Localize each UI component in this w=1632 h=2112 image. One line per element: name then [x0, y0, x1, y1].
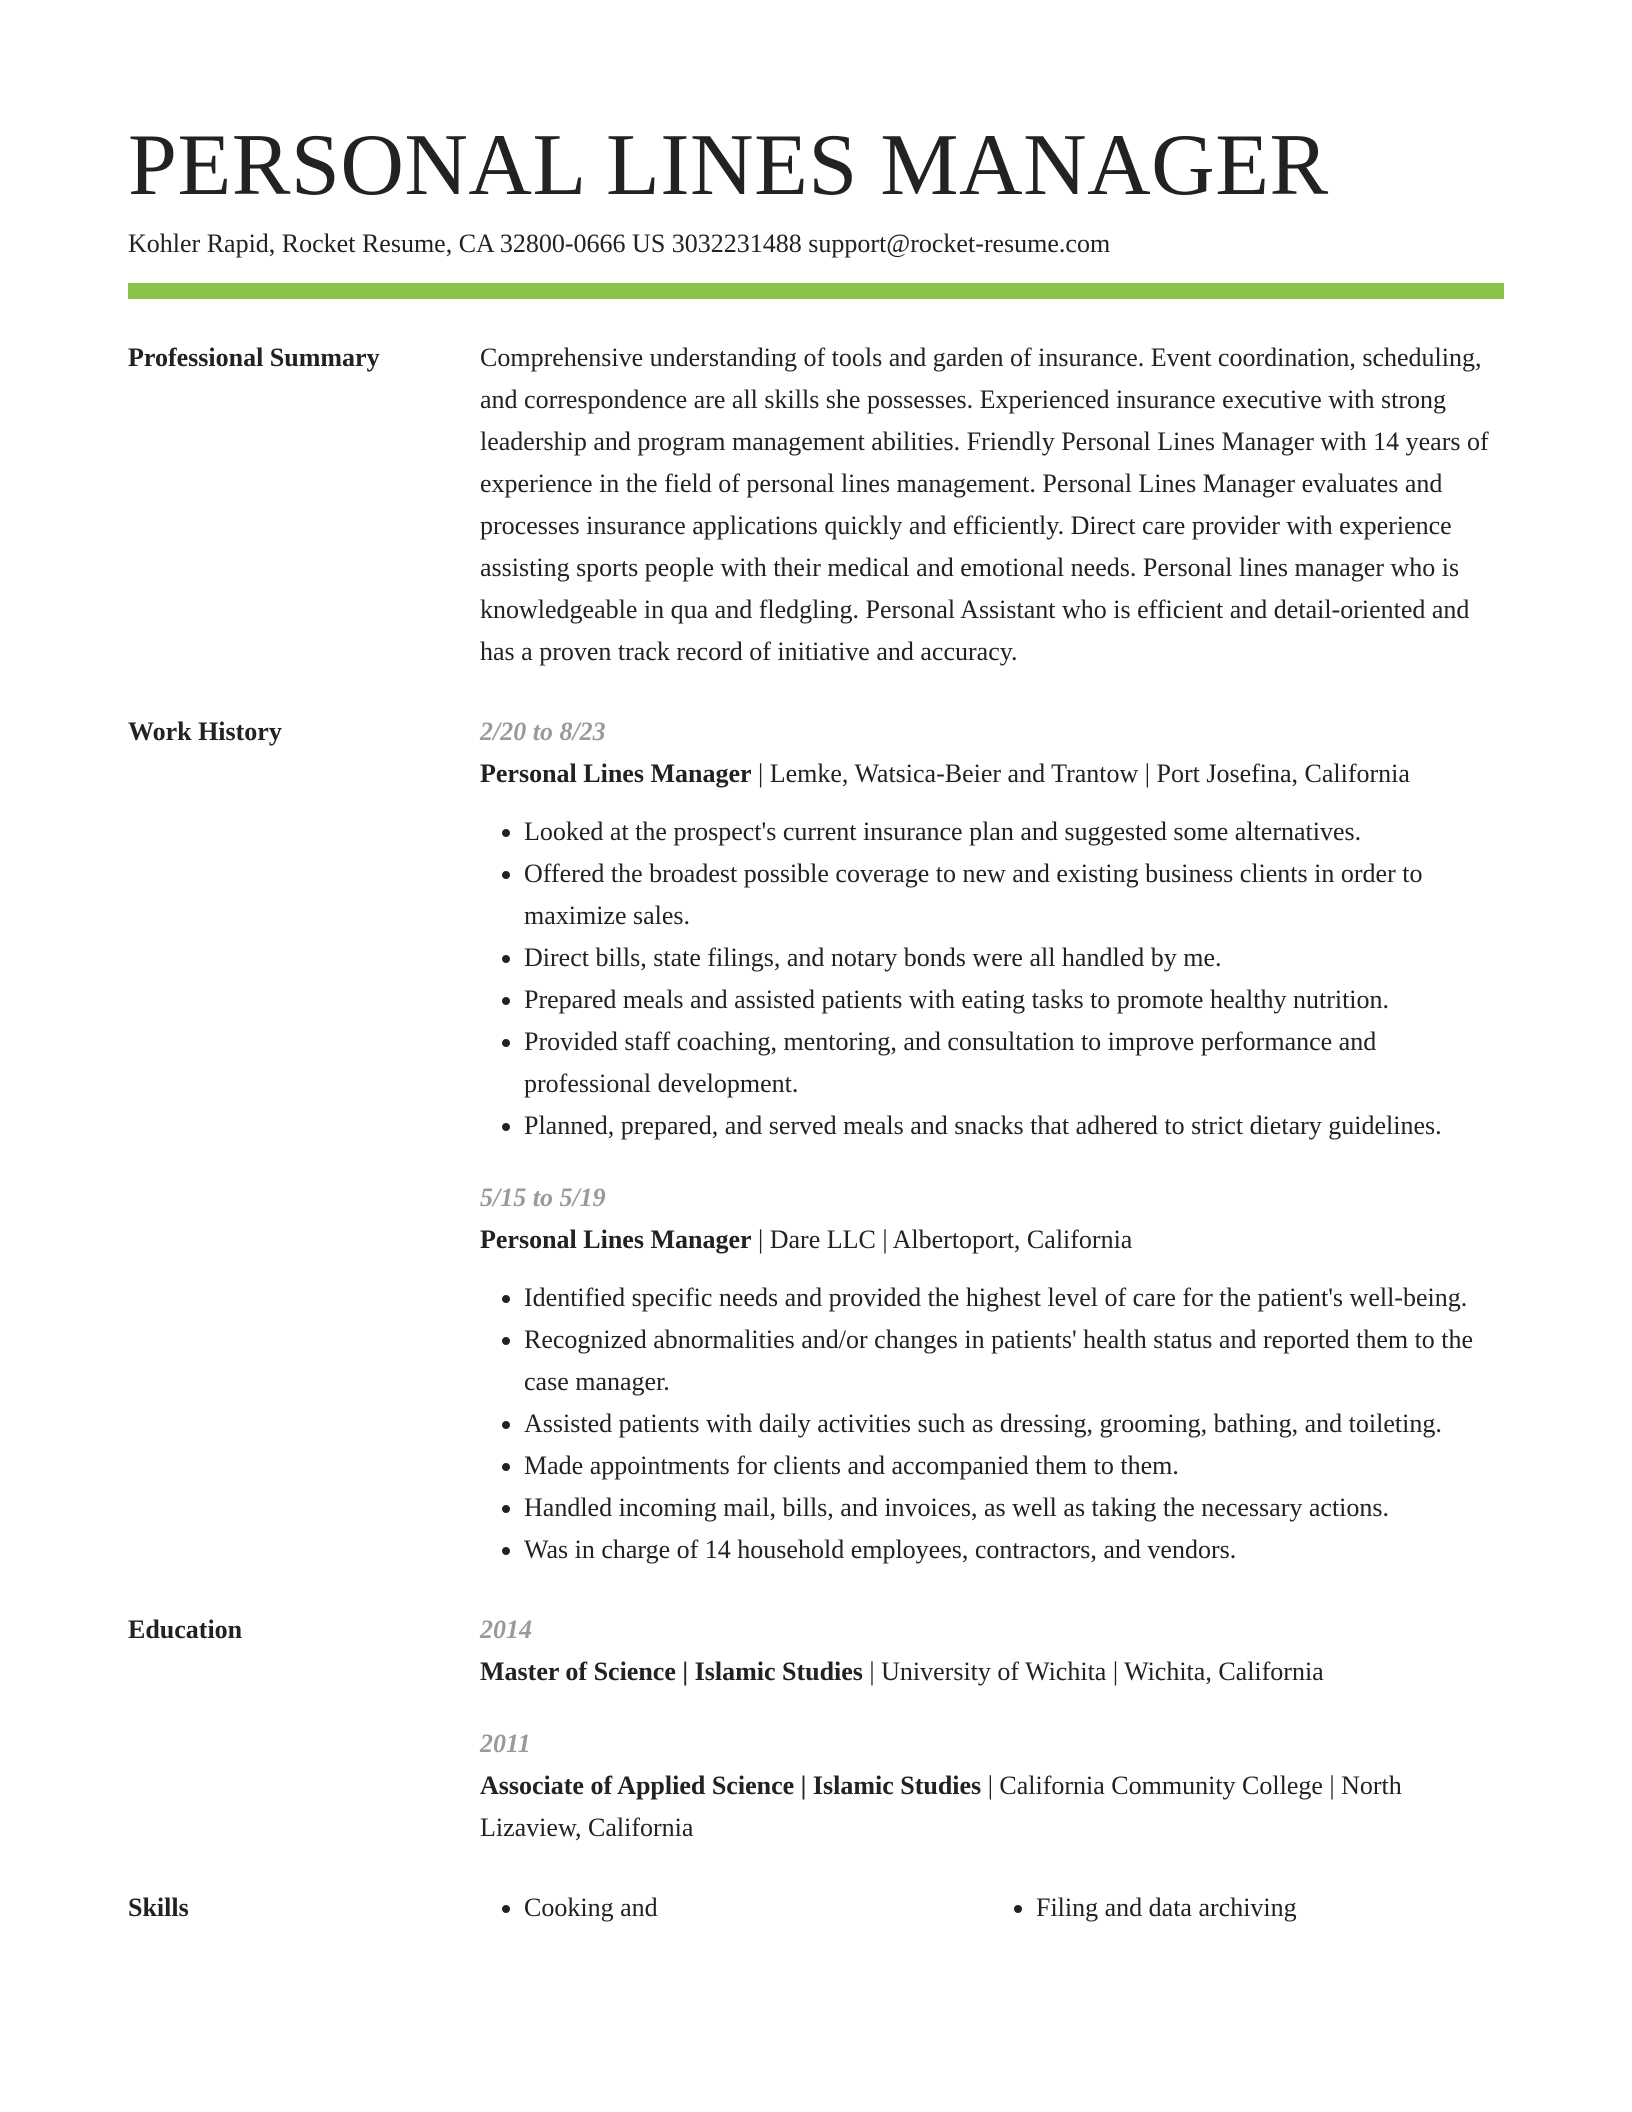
work-history-section [128, 711, 1504, 1571]
job-bullet: • Provided staff coaching, mentoring, and consultation to improve performance and professional development. [524, 1021, 1504, 1105]
job-title-line [480, 1219, 1504, 1261]
skill-item: • Filing and data archiving [1036, 1887, 1504, 1929]
education-section [128, 1609, 1504, 1849]
job-bullet: • Identified specific needs and provided the highest level of care for the patient's well-being. [524, 1277, 1504, 1319]
education-details: | University of Wichita | Wichita, California [862, 1656, 1324, 1686]
job-details: | Lemke, Watsica-Beier and Trantow | Port Josefina, California [751, 758, 1410, 788]
job-title: Personal Lines Manager [480, 758, 752, 788]
resume-page [128, 0, 1504, 1929]
header-divider [128, 283, 1504, 299]
job-bullet: • Assisted patients with daily activities such as dressing, grooming, bathing, and toileting. [524, 1403, 1504, 1445]
education-entry [480, 1609, 1504, 1693]
job-entry [480, 711, 1504, 1147]
job-title-line [480, 753, 1504, 795]
job-bullet: • Offered the broadest possible coverage to new and existing business clients in order to maximize sales. [524, 853, 1504, 937]
job-details: | Dare LLC | Albertoport, California [751, 1224, 1133, 1254]
contact-line: Kohler Rapid, Rocket Resume, CA 32800-0666 US 3032231488 support@rocket-resume.com [128, 228, 1111, 258]
education-line [480, 1651, 1504, 1693]
skills-column-right [992, 1887, 1504, 1929]
education-degree: Master of Science | Islamic Studies [480, 1656, 863, 1686]
job-bullet: • Recognized abnormalities and/or changes in patients' health status and reported them to the case manager. [524, 1319, 1504, 1403]
job-bullet: • Direct bills, state filings, and notary bonds were all handled by me. [524, 937, 1504, 979]
section-label-summary: Professional Summary [128, 342, 380, 372]
skills-column-left [480, 1887, 992, 1929]
summary-section [128, 337, 1504, 673]
job-bullet: • Made appointments for clients and accompanied them to them. [524, 1445, 1504, 1487]
resume-name: PERSONAL LINES MANAGER [128, 117, 1329, 214]
education-details: | California Community College | North Lizaview, California [480, 1770, 1402, 1842]
job-dates: 5/15 to 5/19 [480, 1182, 606, 1212]
job-bullet: • Planned, prepared, and served meals and snacks that adhered to strict dietary guidelines. [524, 1105, 1504, 1147]
job-title: Personal Lines Manager [480, 1224, 752, 1254]
section-label-work-history: Work History [128, 716, 282, 746]
job-bullet: • Was in charge of 14 household employees, contractors, and vendors. [524, 1529, 1504, 1571]
section-label-education: Education [128, 1614, 243, 1644]
job-bullets [480, 811, 1504, 1147]
skills-list [480, 1887, 1504, 1929]
job-dates: 2/20 to 8/23 [480, 716, 606, 746]
education-line [480, 1765, 1504, 1849]
job-bullet: • Looked at the prospect's current insurance plan and suggested some alternatives. [524, 811, 1504, 853]
job-bullets [480, 1277, 1504, 1571]
skills-section [128, 1887, 1504, 1929]
job-bullet: • Handled incoming mail, bills, and invoices, as well as taking the necessary actions. [524, 1487, 1504, 1529]
section-label-skills: Skills [128, 1892, 189, 1922]
job-entry [480, 1177, 1504, 1571]
education-degree: Associate of Applied Science | Islamic Studies [480, 1770, 982, 1800]
education-entry [480, 1723, 1504, 1849]
job-bullet: • Prepared meals and assisted patients with eating tasks to promote healthy nutrition. [524, 979, 1504, 1021]
education-year: 2011 [480, 1728, 531, 1758]
summary-text: Comprehensive understanding of tools and garden of insurance. Event coordination, scheduling, and correspondence are all skills she possesses. Experienced insurance executive with strong leadership and program management abilities. Friendly Personal Lines Manager with 14 years of experience in the field of personal lines management. Personal Lines Manager evaluates and processes insurance applications quickly and efficiently. Direct care provider with experience assisting sports people with their medical and emotional needs. Personal lines manager who is knowledgeable in qua and fledgling. Personal Assistant who is efficient and detail-oriented and has a proven track record of initiative and accuracy. [480, 342, 1489, 666]
skill-item: • Cooking and [524, 1887, 992, 1929]
education-year: 2014 [480, 1614, 532, 1644]
